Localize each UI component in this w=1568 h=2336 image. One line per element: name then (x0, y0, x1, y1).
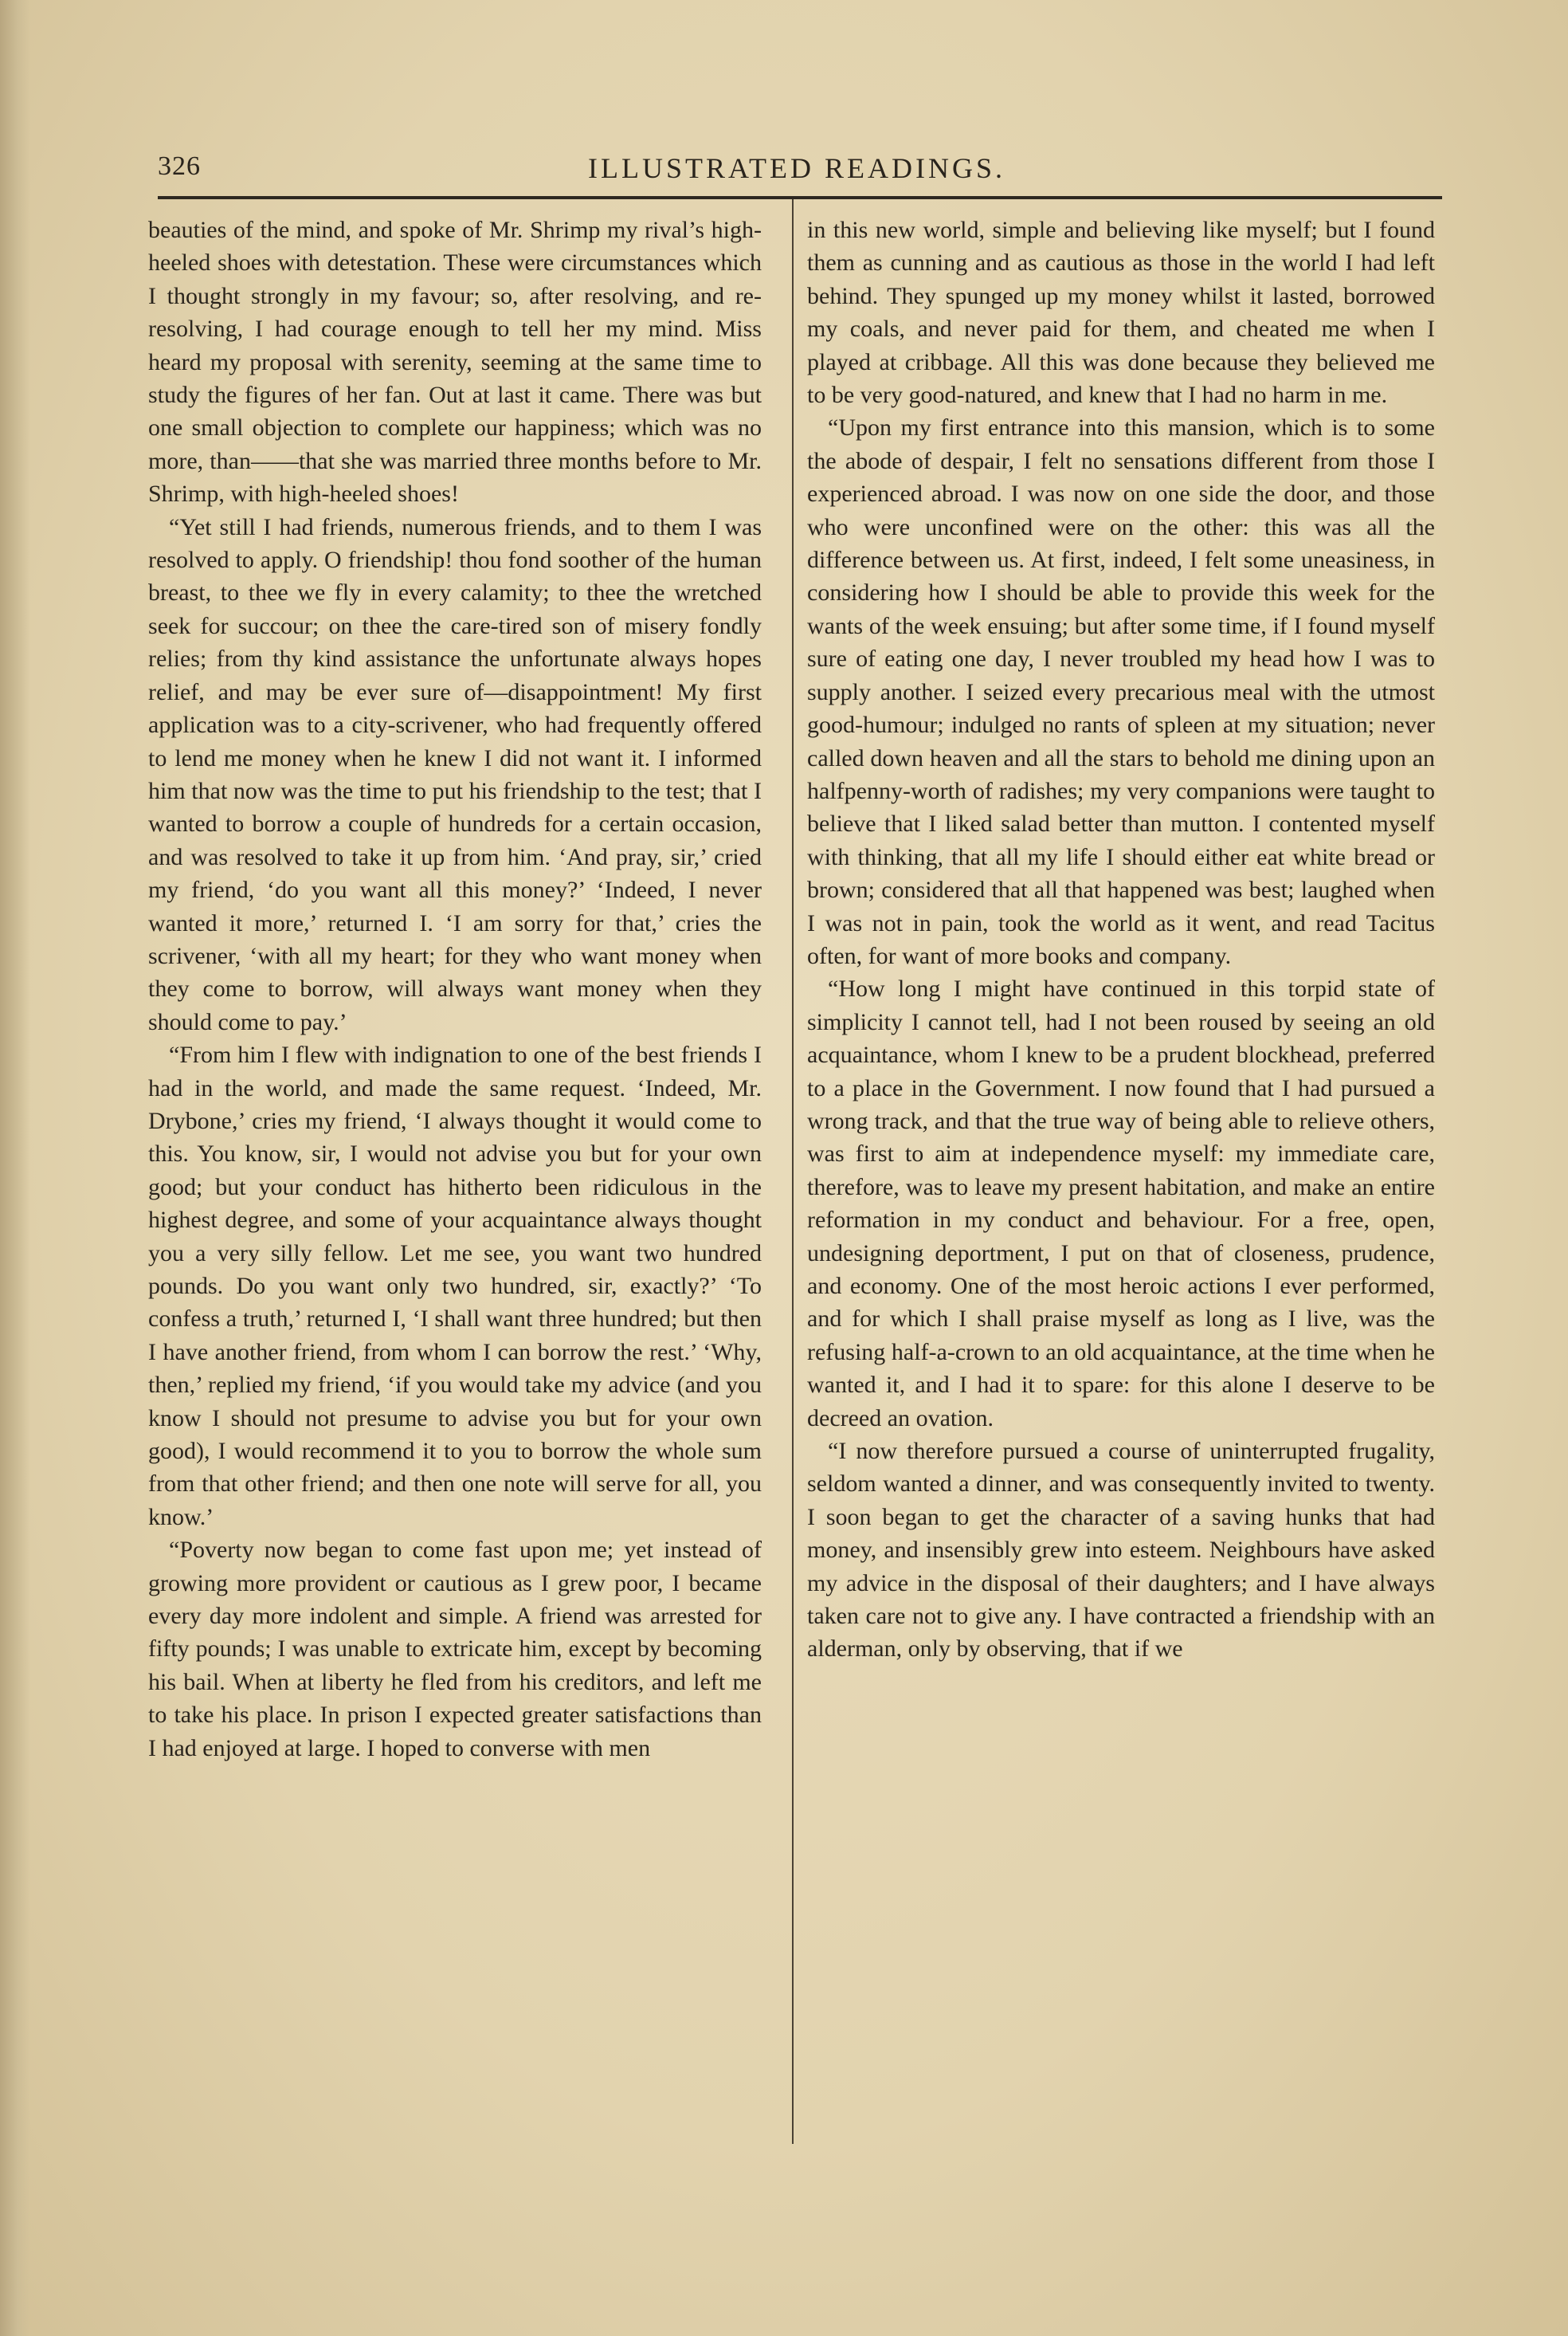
paragraph: “Yet still I had friends, numerous friends, and to them I was resolved to apply. O friendship! thou fond soother of the human breast, to thee we fly in every calamity; to thee the wretched seek for succour; on thee the care-tired son of misery fondly relies; from thy kind assistance the unfortunate always hopes relief, and may be ever sure of—disappointment! My first application was to a city-scrivener, who had frequently offered to lend me money when he knew I did not want it. I informed him that now was the time to put his friendship to the test; that I wanted to borrow a couple of hundreds for a certain occasion, and was resolved to take it up from him. ‘And pray, sir,’ cried my friend, ‘do you want all this money?’ ‘Indeed, I never wanted it more,’ returned I. ‘I am sorry for that,’ cries the scrivener, ‘with all my heart; for they who want money when they come to borrow, will always want money when they should come to pay.’ (148, 513, 762, 1035)
page-binding-edge (0, 0, 30, 2336)
paragraph: “From him I flew with indignation to one of the best friends I had in the world, and made the same request. ‘Indeed, Mr. Drybone,’ cries my friend, ‘I always thought it would come to this. You know, sir, I would not advise you but for your own good; but your conduct has hitherto been ridiculous in the highest degree, and some of your acquaintance always thought you a very silly fellow. Let me see, you want two hundred pounds. Do you want only two hundred, sir, exactly?’ ‘To confess a truth,’ returned I, ‘I shall want three hundred; but then I have another friend, from whom I can borrow the rest.’ ‘Why, then,’ replied my friend, ‘if you would take my advice (and you know I should not presume to advise you but for your own good), I would recommend it to you to borrow the whole sum from that other friend; and then one note will serve for all, you know.’ (148, 1042, 762, 1530)
running-title: ILLUSTRATED READINGS. (588, 152, 1005, 184)
paragraph: “I now therefore pursued a course of uninterrupted frugality, seldom wanted a dinner, and was consequently invited to twenty. I soon began to get the character of a saving hunks that had money, and insensibly grew into esteem. Neighbours have asked my advice in the disposal of their daughters; and I have always taken care not to give any. I have contracted a friendship with an alderman, only by observing, that if we (807, 1438, 1435, 1663)
paragraph: “How long I might have continued in this torpid state of simplicity I cannot tell, had I not been roused by seeing an old acquaintance, whom I knew to be a prudent blockhead, preferred to a place in the Government. I now found that I had pursued a wrong track, and that the true way of being able to relieve others, was first to aim at independence myself: my immediate care, therefore, was to leave my present habitation, and make an entire reformation in my conduct and behaviour. For a free, open, undesigning deportment, I put on that of closeness, prudence, and economy. One of the most heroic actions I ever performed, and for which I shall praise myself as long as I live, was the refusing half-a-crown to an old acquaintance, at the time when he wanted it, and I had it to spare: for this alone I deserve to be decreed an ovation. (807, 976, 1435, 1431)
header-rule (158, 196, 1442, 199)
right-column (807, 214, 1435, 1666)
page-header (158, 151, 1442, 191)
paragraph: beauties of the mind, and spoke of Mr. Shrimp my rival’s high-heeled shoes with detestation. These were circumstances which I thought strongly in my favour; so, after resolving, and re-resolving, I had courage enough to tell her my mind. Miss heard my proposal with serenity, seeming at the same time to study the figures of her fan. Out at last it came. There was but one small objection to complete our happiness; which was no more, than——that she was married three months before to Mr. Shrimp, with high-heeled shoes! (148, 217, 762, 508)
paragraph: “Upon my first entrance into this mansion, which is to some the abode of despair, I felt no sensations different from those I experienced abroad. I was now on one side the door, and those who were unconfined were on the other: this was all the difference between us. At first, indeed, I felt some uneasiness, in considering how I should be able to provide this week for the wants of the week ensuing; but after some time, if I found myself sure of eating one day, I never troubled my head how I was to supply another. I seized every precarious meal with the utmost good-humour; indulged no rants of spleen at my situation; never called down heaven and all the stars to behold me dining upon an halfpenny-worth of radishes; my very companions were taught to believe that I liked salad better than mutton. I contented myself with thinking, that all my life I should either eat white bread or brown; considered that all that happened was best; laughed when I was not in pain, took the world as it went, and read Tacitus often, for want of more books and company. (807, 414, 1435, 969)
column-divider (792, 199, 794, 2144)
paragraph: in this new world, simple and believing like myself; but I found them as cunning and as cautious as those in the world I had left behind. They spunged up my money whilst it lasted, borrowed my coals, and never paid for them, and cheated me when I played at cribbage. All this was done because they believed me to be very good-natured, and knew that I had no harm in me. (807, 217, 1435, 409)
paragraph: “Poverty now began to come fast upon me; yet instead of growing more provident or cautious as I grew poor, I became every day more indolent and simple. A friend was arrested for fifty pounds; I was unable to extricate him, except by becoming his bail. When at liberty he fled from his creditors, and left me to take his place. In prison I expected greater satisfactions than I had enjoyed at large. I hoped to converse with men (148, 1537, 762, 1761)
page-number: 326 (158, 151, 201, 181)
left-column (148, 214, 762, 1765)
